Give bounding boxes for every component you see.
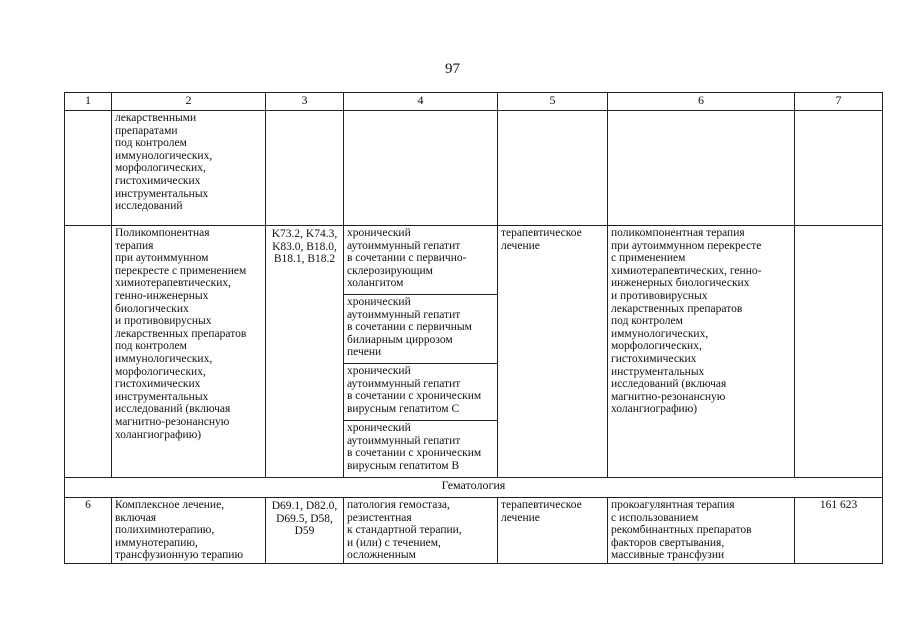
condition-cell: хронический аутоиммунный гепатит в сочетании с хроническим вирусным гепатитом C [344, 364, 498, 421]
treatment-type-cell: терапевтическое лечение [498, 226, 608, 478]
column-number-header [65, 93, 883, 111]
cost-cell: 161 623 [795, 498, 883, 564]
method-description-cell [608, 111, 795, 226]
column-header-3: 3 [266, 93, 344, 111]
icd-codes-cell [266, 111, 344, 226]
column-header-2: 2 [112, 93, 266, 111]
condition-cell: хронический аутоиммунный гепатит в сочетании с первично- склерозирующим холангитом [344, 226, 498, 295]
row-number-cell [65, 226, 112, 478]
condition-cell: хронический аутоиммунный гепатит в сочетании с хроническим вирусным гепатитом B [344, 421, 498, 478]
condition-cell: патология гемостаза, резистентная к стандартной терапии, и (или) с течением, осложненным [344, 498, 498, 564]
icd-codes-cell: K73.2, K74.3, K83.0, B18.0, B18.1, B18.2 [266, 226, 344, 478]
row-number-cell [65, 111, 112, 226]
table-row [65, 111, 883, 226]
page-number: 97 [445, 61, 460, 77]
icd-codes-cell: D69.1, D82.0, D69.5, D58, D59 [266, 498, 344, 564]
treatment-method-cell: лекарственными препаратами под контролем иммунологических, морфологических, гистохимических инструментальных исследований [112, 111, 266, 226]
column-header-5: 5 [498, 93, 608, 111]
table-row [65, 226, 883, 295]
table-row [65, 498, 883, 564]
procedures-table [64, 92, 883, 564]
column-header-7: 7 [795, 93, 883, 111]
method-description-cell: поликомпонентная терапия при аутоиммунном перекресте с применением химиотерапевтических, генно- инженерных биологических и противовирусных лекарственных препаратов под контролем иммунологических, морфологических, гистохимических инструментальных исследований (включая магнитно-резонансную холангиографию) [608, 226, 795, 478]
column-header-1: 1 [65, 93, 112, 111]
cost-cell [795, 226, 883, 478]
treatment-type-cell [498, 111, 608, 226]
section-row [65, 478, 883, 498]
treatment-method-cell: Поликомпонентная терапия при аутоиммунном перекресте с применением химиотерапевтических, генно-инженерных биологических и противовирусных лекарственных препаратов под контролем иммунологических, морфологических, гистохимических инструментальных исследований (включая магнитно-резонансную холангиографию) [112, 226, 266, 478]
row-number-cell: 6 [65, 498, 112, 564]
condition-cell [344, 111, 498, 226]
condition-cell: хронический аутоиммунный гепатит в сочетании с первичным билиарным циррозом печени [344, 295, 498, 364]
cost-cell [795, 111, 883, 226]
method-description-cell: прокоагулянтная терапия с использованием рекомбинантных препаратов факторов свертывания, массивные трансфузии [608, 498, 795, 564]
section-title: Гематология [65, 478, 883, 498]
column-header-6: 6 [608, 93, 795, 111]
column-header-4: 4 [344, 93, 498, 111]
treatment-method-cell: Комплексное лечение, включая полихимиотерапию, иммунотерапию, трансфузионную терапию [112, 498, 266, 564]
treatment-type-cell: терапевтическое лечение [498, 498, 608, 564]
